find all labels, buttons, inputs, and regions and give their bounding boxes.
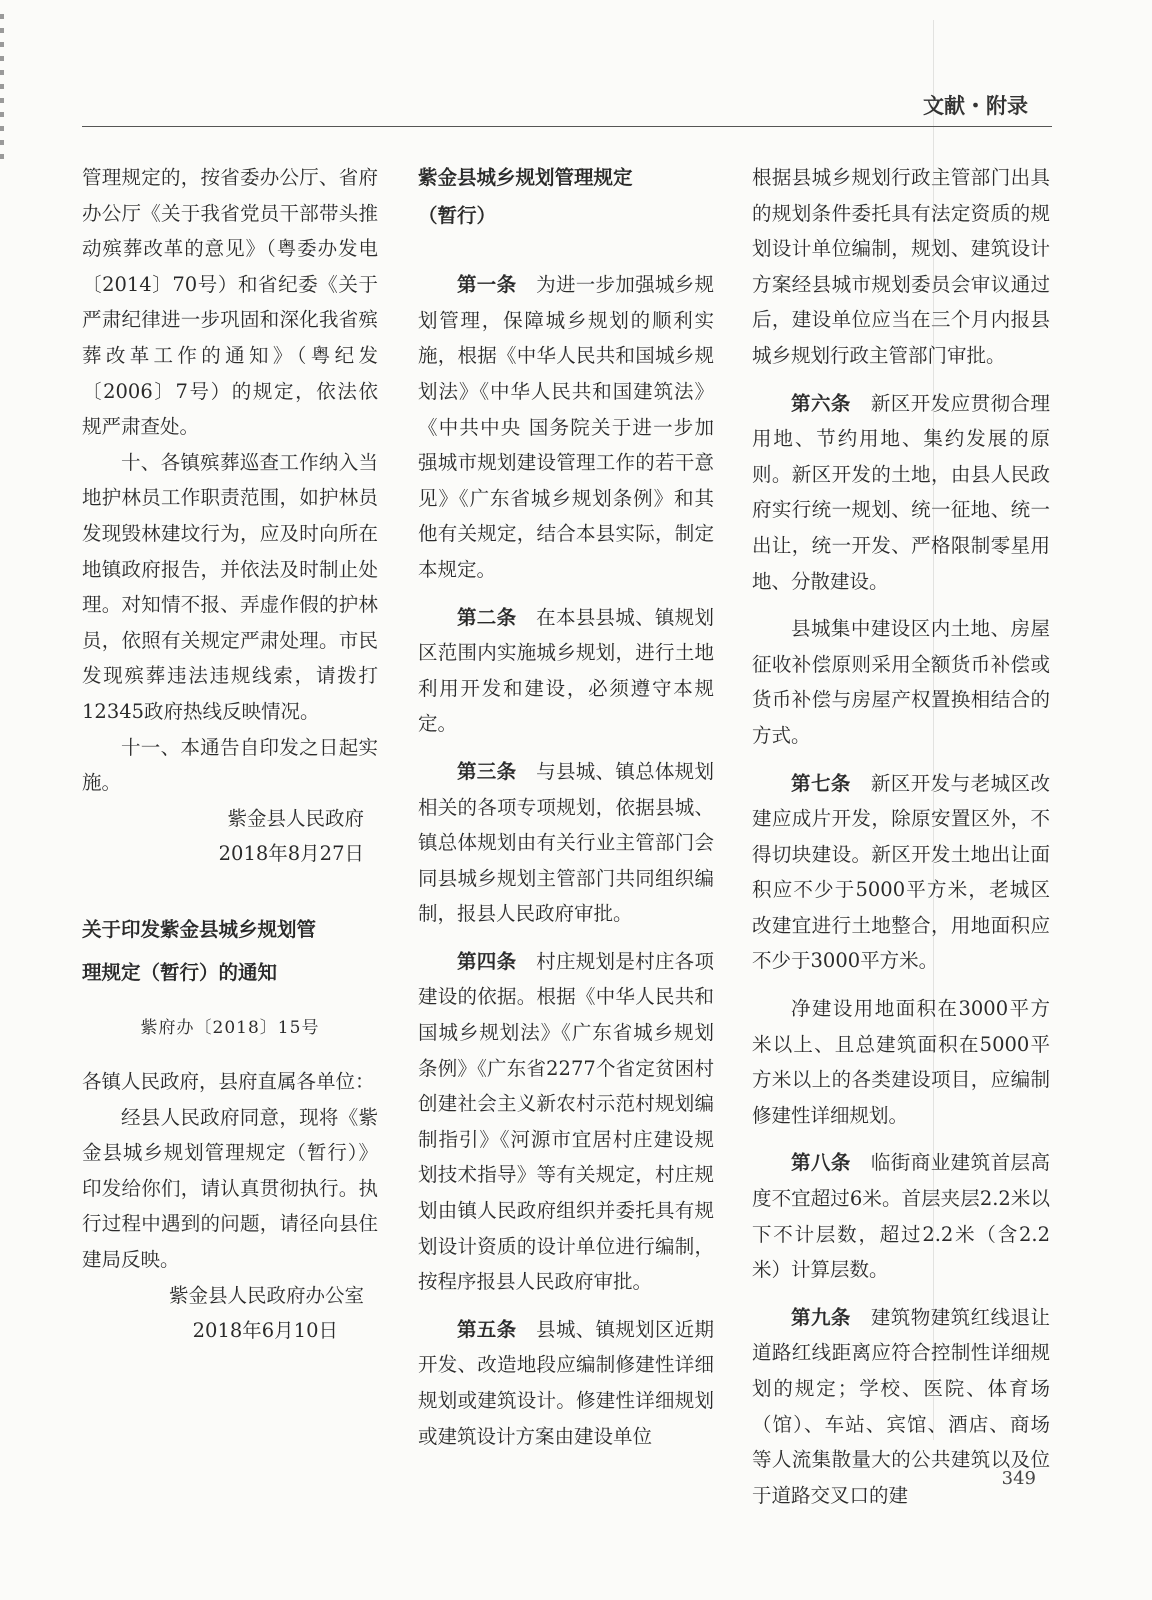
header-rule [82, 126, 1052, 127]
article-1 [418, 267, 714, 587]
article-5-text: 县城、镇规划区近期开发、改造地段应编制修建性详细规划或建筑设计。修建性详细规划或建筑设计方案由建设单位 [418, 1317, 714, 1448]
page-number: 349 [1001, 1468, 1036, 1489]
signature-org: 紫金县人民政府 [227, 806, 364, 830]
article-6-text: 新区开发应贯彻合理用地、节约用地、集约发展的原则。新区开发的土地，由县人民政府实行统一规划、统一征地、统一出让，统一开发、严格限制零星用地、分散建设。 [752, 391, 1050, 593]
item-eleven: 十一、本通告自印发之日起实施。 [82, 735, 378, 795]
article-6 [752, 386, 1050, 600]
regulation-subtitle: （暂行） [418, 203, 497, 227]
column-left [82, 160, 378, 1349]
article-4-label: 第四条 [457, 949, 517, 973]
issuing-office: 紫金县人民政府办公室 [168, 1283, 364, 1307]
article-5-continued: 根据县城乡规划行政主管部门出具的规划条件委托具有法定资质的规划设计单位编制，规划、建筑设计方案经县城市规划委员会审议通过后，建设单位应当在三个月内报县城乡规划行政主管部门审批。 [752, 166, 1050, 367]
item-ten: 十、各镇殡葬巡查工作纳入当地护林员工作职责范围，如护林员发现毁林建坟行为，应及时向所在地镇政府报告，并依法及时制止处理。对知情不报、弄虚作假的护林员，依照有关规定严肃处理。市民发现殡葬违法违规线索，请拨打12345政府热线反映情况。 [82, 450, 378, 723]
issuing-date: 2018年6月10日 [192, 1319, 338, 1343]
article-2 [418, 600, 714, 742]
article-3 [418, 754, 714, 932]
article-2-text: 在本县县城、镇规划区范围内实施城乡规划，进行土地利用开发和建设，必须遵守本规定。 [418, 605, 714, 736]
article-8-label: 第八条 [791, 1151, 851, 1175]
column-right [752, 160, 1050, 1513]
notice-title-line1: 关于印发紫金县城乡规划管 [82, 917, 317, 941]
signature-date: 2018年8月27日 [218, 842, 364, 866]
article-6-label: 第六条 [791, 391, 851, 415]
scan-edge-marks [0, 14, 4, 164]
article-1-label: 第一条 [457, 273, 517, 297]
article-2-label: 第二条 [457, 605, 517, 629]
notice-body: 经县人民政府同意，现将《紫金县城乡规划管理规定（暂行）》印发给你们，请认真贯彻执行。执行过程中遇到的问题，请径向县住建局反映。 [82, 1105, 378, 1272]
article-9-label: 第九条 [791, 1305, 851, 1329]
article-9-text: 建筑物建筑红线退让道路红线距离应符合控制性详细规划的规定；学校、医院、体育场（馆）、车站、宾馆、酒店、商场等人流集散量大的公共建筑以及位于道路交叉口的建 [752, 1305, 1050, 1507]
article-4-text: 村庄规划是村庄各项建设的依据。根据《中华人民共和国城乡规划法》《广东省城乡规划条例》《广东省2277个省定贫困村创建社会主义新农村示范村规划编制指引》《河源市宜居村庄建设规划技术指导》等有关规定，村庄规划由镇人民政府组织并委托具有规划设计资质的设计单位进行编制，按程序报县人民政府审批。 [418, 949, 714, 1294]
article-7-label: 第七条 [791, 771, 851, 795]
notice-title-line2: 理规定（暂行）的通知 [82, 961, 278, 985]
column-middle [418, 160, 714, 1454]
paragraph-continued: 管理规定的，按省委办公厅、省府办公厅《关于我省党员干部带头推动殡葬改革的意见》（粤委办发电〔2014〕70号）和省纪委《关于严肃纪律进一步巩固和深化我省殡葬改革工作的通知》（粤纪发〔2006〕7号）的规定，依法依规严肃查处。 [82, 166, 378, 439]
regulation-title: 紫金县城乡规划管理规定 [418, 166, 633, 189]
article-3-label: 第三条 [457, 759, 517, 783]
article-7 [752, 766, 1050, 980]
article-8-text: 临街商业建筑首层高度不宜超过6米。首层夹层2.2米以下不计层数，超过2.2米（含2.2米）计算层数。 [752, 1151, 1050, 1282]
article-1-text: 为进一步加强城乡规划管理，保障城乡规划的顺利实施，根据《中华人民共和国城乡规划法》《中华人民共和国建筑法》《中共中央 国务院关于进一步加强城市规划建设管理工作的若干意见》《广东省城乡规划条例》和其他有关规定，结合本县实际，制定本规定。 [418, 273, 714, 581]
addressee: 各镇人民政府，县府直属各单位： [82, 1070, 375, 1094]
running-header: 文献・附录 [923, 94, 1028, 118]
article-5-label: 第五条 [457, 1317, 517, 1341]
article-3-text: 与县城、镇总体规划相关的各项专项规划，依据县城、镇总体规划由有关行业主管部门会同县城乡规划主管部门共同组织编制，报县人民政府审批。 [418, 759, 714, 926]
article-8 [752, 1145, 1050, 1287]
article-4 [418, 944, 714, 1300]
article-5 [418, 1312, 714, 1454]
article-7-text: 新区开发与老城区改建应成片开发，除原安置区外，不得切块建设。新区开发土地出让面积应不少于5000平方米，老城区改建宜进行土地整合，用地面积应不少于3000平方米。 [752, 771, 1050, 973]
article-6-paragraph-2: 县城集中建设区内土地、房屋征收补偿原则采用全额货币补偿或货币补偿与房屋产权置换相结合的方式。 [752, 617, 1050, 747]
article-7-paragraph-2: 净建设用地面积在3000平方米以上、且总建筑面积在5000平方米以上的各类建设项目，应编制修建性详细规划。 [752, 997, 1050, 1127]
document-number: 紫府办〔2018〕15号 [140, 1018, 320, 1039]
